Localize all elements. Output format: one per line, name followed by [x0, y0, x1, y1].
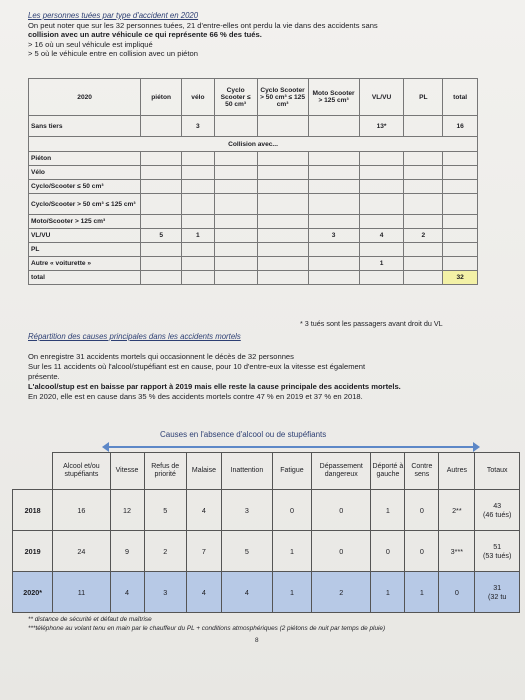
cell: [257, 243, 308, 257]
cell: [182, 152, 215, 166]
row-label: total: [29, 271, 141, 285]
row-label: Cyclo/Scooter ≤ 50 cm³: [29, 180, 141, 194]
cell: [308, 257, 359, 271]
table2-header: Malaise: [186, 453, 221, 490]
causes-span-arrow: [108, 446, 474, 448]
cell: 1: [182, 229, 215, 243]
cell: 0: [272, 490, 311, 531]
table2-corner: [13, 453, 53, 490]
cell: [214, 229, 257, 243]
cell: 5: [221, 531, 272, 572]
cell: [141, 166, 182, 180]
cell: 0: [312, 531, 371, 572]
cell: [308, 271, 359, 285]
table-row: [29, 229, 478, 243]
section1-title: Les personnes tuées par type d'accident en 2020: [28, 11, 199, 20]
cell: 0: [439, 572, 475, 613]
table2-header: Refus de priorité: [144, 453, 186, 490]
table-row: [29, 116, 478, 137]
cell: [308, 215, 359, 229]
cell: 11: [53, 572, 110, 613]
cell: [443, 152, 478, 166]
cell: [141, 152, 182, 166]
table2-header: Contre sens: [405, 453, 439, 490]
row-label: Vélo: [29, 166, 141, 180]
cell: [257, 271, 308, 285]
cell: [257, 229, 308, 243]
cell: [443, 229, 478, 243]
cell: [308, 152, 359, 166]
table-row: [29, 243, 478, 257]
cell: [182, 194, 215, 215]
row-label: Autre « voiturette »: [29, 257, 141, 271]
cell: [141, 243, 182, 257]
cell: [404, 180, 443, 194]
total-sub: (53 tués): [483, 551, 512, 560]
cell: [359, 180, 404, 194]
row-label: Piéton: [29, 152, 141, 166]
row-total: [475, 572, 520, 613]
cell: [257, 152, 308, 166]
collision-label: Collision avec...: [29, 137, 478, 152]
para2-line3: présente.: [28, 372, 60, 381]
cell: [443, 243, 478, 257]
table-row: [29, 194, 478, 215]
row-total: [475, 531, 520, 572]
cell: [182, 243, 215, 257]
row-label: VL/VU: [29, 229, 141, 243]
row-label: Moto/Scooter > 125 cm³: [29, 215, 141, 229]
cell: [141, 215, 182, 229]
cell: [214, 166, 257, 180]
table-causes: [12, 452, 520, 613]
cell: 5: [144, 490, 186, 531]
cell: [214, 271, 257, 285]
cell: [404, 243, 443, 257]
cell: [443, 194, 478, 215]
cell: [214, 257, 257, 271]
cell: [404, 215, 443, 229]
cell: 3: [144, 572, 186, 613]
table-row: [29, 166, 478, 180]
table1-header-row: [29, 79, 478, 116]
cell: 1: [405, 572, 439, 613]
cell: [214, 180, 257, 194]
table1-header: Cyclo Scooter ≤ 50 cm³: [214, 79, 257, 116]
cell: [404, 194, 443, 215]
cell: [359, 152, 404, 166]
cell: 3***: [439, 531, 475, 572]
cell: [359, 271, 404, 285]
table-row: [29, 257, 478, 271]
cell: [359, 243, 404, 257]
intro-line1: On peut noter que sur les 32 personnes tuées, 21 d'entre-elles ont perdu la vie dans des accidents sans: [28, 21, 378, 30]
cell: [182, 271, 215, 285]
table1-footnote: * 3 tués sont les passagers avant droit du VL: [300, 319, 443, 328]
table1-header: total: [443, 79, 478, 116]
cell: 2: [404, 229, 443, 243]
cell: 0: [312, 490, 371, 531]
cell: 0: [371, 531, 405, 572]
cell: [308, 116, 359, 137]
cell: [182, 215, 215, 229]
table2-header: Dépassement dangereux: [312, 453, 371, 490]
table-row: [29, 180, 478, 194]
cell: [404, 257, 443, 271]
row-label: Sans tiers: [29, 116, 141, 137]
row-year: 2019: [13, 531, 53, 572]
row-year: 2020*: [13, 572, 53, 613]
cell: [141, 180, 182, 194]
cell: [404, 166, 443, 180]
table2-header: Déporté à gauche: [371, 453, 405, 490]
total-sub: (46 tués): [483, 510, 512, 519]
cell: 2: [144, 531, 186, 572]
collision-row: [29, 137, 478, 152]
cell: [257, 180, 308, 194]
table-row: [29, 152, 478, 166]
cell: 3: [221, 490, 272, 531]
cell: 1: [359, 257, 404, 271]
cell: [359, 166, 404, 180]
table1-header: vélo: [182, 79, 215, 116]
cell: [404, 152, 443, 166]
cell: 2: [312, 572, 371, 613]
row-label: PL: [29, 243, 141, 257]
total-value: 31: [493, 583, 502, 592]
table1-header: Cyclo Scooter > 50 cm³ ≤ 125 cm³: [257, 79, 308, 116]
cell: 4: [186, 572, 221, 613]
cell: 9: [110, 531, 144, 572]
cell: [443, 215, 478, 229]
cell: 24: [53, 531, 110, 572]
total-sub: (32 tu: [488, 592, 507, 601]
cell: [214, 194, 257, 215]
table2-header: Fatigue: [272, 453, 311, 490]
total-value: 51: [493, 542, 502, 551]
table2-footnote1: ** distance de sécurité et défaut de maîtrise: [28, 616, 152, 623]
cell: [308, 194, 359, 215]
intro-line3: > 16 où un seul véhicule est impliqué: [28, 40, 153, 49]
cell: [308, 180, 359, 194]
cell: 4: [221, 572, 272, 613]
para2-line2: Sur les 11 accidents où l'alcool/stupéfiant est en cause, pour 10 d'entre-eux la vitesse est également: [28, 362, 366, 371]
table2-footnote2: ***téléphone au volant tenu en main par le chauffeur du PL + conditions atmosphériques (2 piétons de nuit par temps de pluie): [28, 625, 386, 632]
page-number: 8: [255, 637, 259, 644]
cell: 1: [371, 572, 405, 613]
table-accidents-by-type: [28, 78, 478, 285]
cell: [443, 180, 478, 194]
cell: 2**: [439, 490, 475, 531]
cell: [182, 180, 215, 194]
cell: [141, 116, 182, 137]
cell: [257, 215, 308, 229]
para2-line5: En 2020, elle est en cause dans 35 % des accidents mortels contre 47 % en 2019 et 37 % en 2018.: [28, 392, 363, 401]
cell: [141, 194, 182, 215]
cell: 0: [405, 531, 439, 572]
table1-header: Moto Scooter > 125 cm³: [308, 79, 359, 116]
cell: [257, 166, 308, 180]
cell: [214, 152, 257, 166]
table2-header: Alcool et/ou stupéfiants: [53, 453, 110, 490]
row-year: 2018: [13, 490, 53, 531]
table-row: [13, 572, 520, 613]
table-row: [29, 271, 478, 285]
cell: [443, 257, 478, 271]
row-total: [475, 490, 520, 531]
cell: 32: [443, 271, 478, 285]
table2-caption: Causes en l'absence d'alcool ou de stupéfiants: [160, 430, 327, 439]
cell: [141, 271, 182, 285]
cell: 1: [272, 531, 311, 572]
cell: [359, 194, 404, 215]
cell: [141, 257, 182, 271]
table2-header: Inattention: [221, 453, 272, 490]
cell: [214, 243, 257, 257]
cell: [182, 166, 215, 180]
cell: [308, 243, 359, 257]
table2-header: Autres: [439, 453, 475, 490]
cell: 16: [53, 490, 110, 531]
table-row: [13, 490, 520, 531]
cell: [214, 116, 257, 137]
table1-header: piéton: [141, 79, 182, 116]
cell: 0: [405, 490, 439, 531]
cell: 4: [186, 490, 221, 531]
cell: [308, 166, 359, 180]
cell: 4: [359, 229, 404, 243]
table2-header: Totaux: [475, 453, 520, 490]
para2-line4: L'alcool/stup est en baisse par rapport à 2019 mais elle reste la cause principale des accidents mortels.: [28, 382, 401, 391]
intro-line2: collision avec un autre véhicule ce qui représente 66 % des tués.: [28, 30, 262, 39]
table2-header-row: [13, 453, 520, 490]
intro-line4: > 5 où le véhicule entre en collision avec un piéton: [28, 49, 198, 58]
section2-title: Répartition des causes principales dans les accidents mortels: [28, 332, 241, 341]
para2-line1: On enregistre 31 accidents mortels qui occasionnent le décès de 32 personnes: [28, 352, 294, 361]
cell: 16: [443, 116, 478, 137]
cell: 13*: [359, 116, 404, 137]
cell: [359, 215, 404, 229]
cell: [257, 194, 308, 215]
cell: [404, 271, 443, 285]
cell: 1: [371, 490, 405, 531]
cell: [257, 116, 308, 137]
cell: [257, 257, 308, 271]
cell: [182, 257, 215, 271]
table2-header: Vitesse: [110, 453, 144, 490]
cell: 12: [110, 490, 144, 531]
cell: [443, 166, 478, 180]
cell: 4: [110, 572, 144, 613]
table1-corner: 2020: [29, 79, 141, 116]
cell: 7: [186, 531, 221, 572]
row-label: Cyclo/Scooter > 50 cm³ ≤ 125 cm³: [29, 194, 141, 215]
cell: 5: [141, 229, 182, 243]
total-value: 43: [493, 501, 502, 510]
cell: 3: [308, 229, 359, 243]
table-row: [13, 531, 520, 572]
table1-header: PL: [404, 79, 443, 116]
table-row: [29, 215, 478, 229]
cell: 3: [182, 116, 215, 137]
table1-header: VL/VU: [359, 79, 404, 116]
cell: [214, 215, 257, 229]
cell: [404, 116, 443, 137]
cell: 1: [272, 572, 311, 613]
